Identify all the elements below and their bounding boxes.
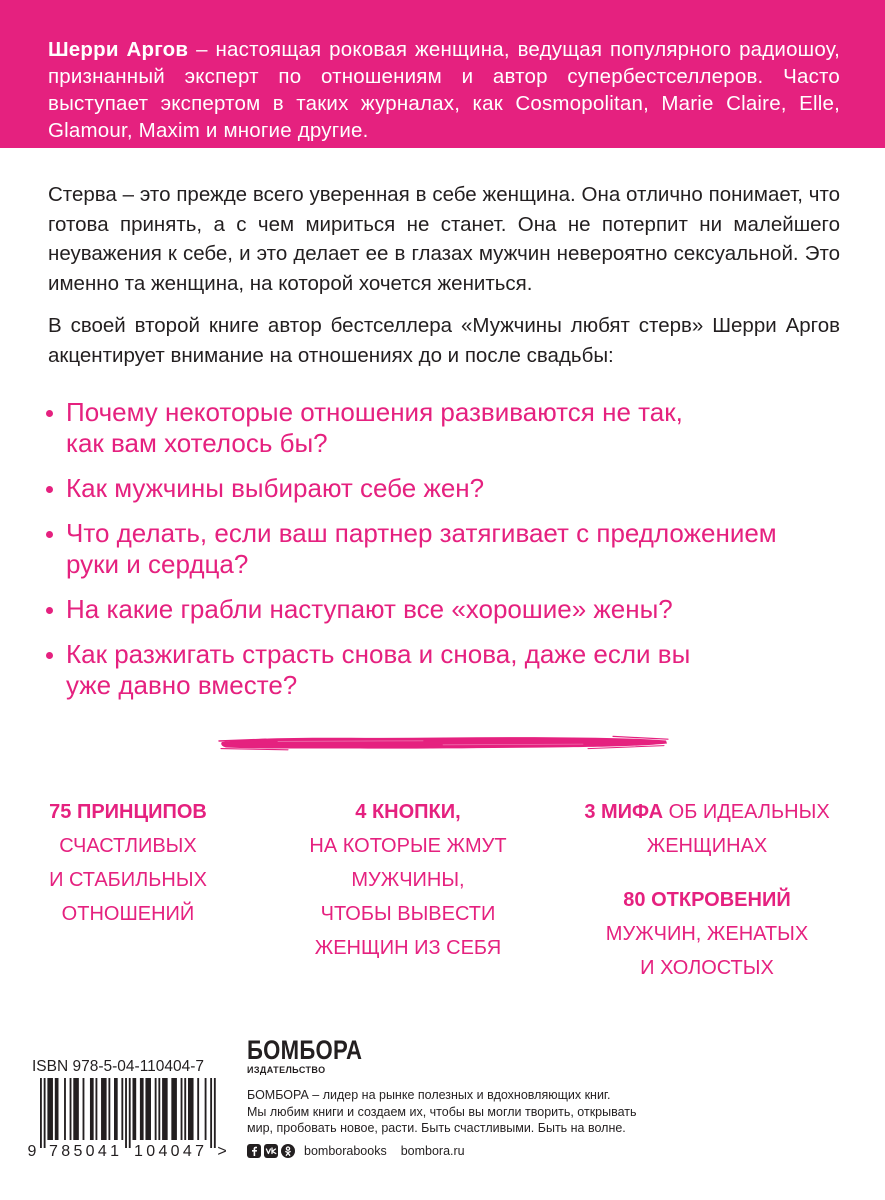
barcode-bar <box>133 1078 137 1140</box>
barcode-bar <box>101 1078 107 1140</box>
question-line: как вам хотелось бы? <box>66 428 328 458</box>
author-bio-band <box>0 0 885 148</box>
bullet-dot <box>46 607 53 614</box>
barcode-quiet-zone-mark: > <box>217 1143 227 1160</box>
ok-icon <box>281 1144 295 1158</box>
author-name: Шерри Аргов <box>48 38 189 61</box>
fact-line: ЖЕНЩИНАХ <box>646 835 768 857</box>
question-line: уже давно вместе? <box>66 670 298 700</box>
barcode-bar <box>140 1078 144 1140</box>
barcode-bar <box>40 1078 42 1148</box>
fact-line: И ХОЛОСТЫХ <box>640 957 774 979</box>
barcode-bar <box>155 1078 157 1140</box>
author-bio-text: – настоящая роковая женщина, ведущая популярного радиошоу, признанный эксперт по отношениям и автор супербестселлеров. Часто выступает экспертом в таких журналах, как Cosmopolitan, Marie Claire, Elle, Glamour, Maxim и многие другие. <box>48 38 840 142</box>
barcode-bar <box>205 1078 207 1140</box>
barcode-bar <box>145 1078 151 1140</box>
barcode-bar <box>73 1078 79 1140</box>
questions-list <box>48 397 840 701</box>
question-item <box>48 397 840 459</box>
publisher-description-line: мир, пробовать новое, расти. Быть счастливыми. Быть на волне. <box>247 1121 626 1135</box>
barcode-bar <box>55 1078 59 1140</box>
question-item <box>48 594 840 625</box>
ean-barcode <box>22 1078 236 1160</box>
bullet-dot <box>46 486 53 493</box>
book-annotation <box>48 180 840 715</box>
question-item <box>48 639 840 701</box>
bullet-dot <box>46 531 53 538</box>
fact-line: МУЖЧИНЫ, <box>351 869 465 891</box>
barcode-bar <box>162 1078 168 1140</box>
fact-highlight: 3 МИФА <box>584 801 664 823</box>
fact-line <box>567 795 847 829</box>
barcode-bar <box>125 1078 127 1148</box>
publisher-block <box>247 1036 667 1159</box>
author-bio <box>48 36 840 144</box>
fact-principles <box>0 795 256 931</box>
brush-stroke-main <box>221 737 667 749</box>
brush-stroke-divider <box>218 731 670 755</box>
fact-myths <box>567 795 847 863</box>
fact-line: ОТНОШЕНИЙ <box>61 903 195 925</box>
bullet-dot <box>46 410 53 417</box>
barcode-bar <box>129 1078 131 1148</box>
fact-buttons <box>278 795 538 965</box>
question-line: Как мужчины выбирают себе жен? <box>66 473 485 503</box>
intro-paragraph-1: Стерва – это прежде всего уверенная в себе женщина. Она отлично понимает, что готова принять, а с чем мириться не станет. Она не потерпит ни малейшего неуважения к себе, и это делает ее в глазах мужчин невероятно сексуальной. Это именно та женщина, на которой хочется жениться. <box>48 183 840 295</box>
publisher-logo-subtitle: ИЗДАТЕЛЬСТВО <box>247 1065 326 1075</box>
barcode-bar <box>64 1078 66 1140</box>
facebook-icon <box>247 1144 261 1158</box>
question-line: Что делать, если ваш партнер затягивает с предложением <box>66 518 777 548</box>
question-item <box>48 518 840 580</box>
barcode-bar <box>214 1078 216 1148</box>
fact-highlight: 4 КНОПКИ, <box>355 801 461 823</box>
barcode-bar <box>114 1078 118 1140</box>
isbn-label: ISBN 978-5-04-110404-7 <box>32 1058 205 1075</box>
barcode-bar <box>96 1078 98 1140</box>
bullet-dot <box>46 652 53 659</box>
publisher-description-line: Мы любим книги и создаем их, чтобы вы могли творить, открывать <box>247 1104 637 1119</box>
barcode-bar <box>210 1078 212 1148</box>
barcode-bar <box>47 1078 53 1140</box>
barcode-digit-first: 9 <box>27 1143 37 1160</box>
fact-line: НА КОТОРЫЕ ЖМУТ <box>309 835 507 857</box>
barcode-bar <box>44 1078 46 1148</box>
barcode-bar <box>188 1078 194 1140</box>
brush-stroke-texture <box>278 741 423 742</box>
fact-revelations <box>567 883 847 985</box>
publisher-website: bombora.ru <box>400 1143 465 1158</box>
question-line: На какие грабли наступают все «хорошие» жены? <box>66 594 673 624</box>
barcode-bar <box>90 1078 94 1140</box>
publisher-description-line: БОМБОРА – лидер на рынке полезных и вдохновляющих книг. <box>247 1088 611 1102</box>
fact-highlight-suffix: ОБ ИДЕАЛЬНЫХ <box>668 801 830 823</box>
vk-icon <box>264 1144 278 1158</box>
barcode-bar <box>83 1078 85 1140</box>
fact-highlight: 80 ОТКРОВЕНИЙ <box>623 889 791 911</box>
barcode-bar <box>171 1078 177 1140</box>
barcode-bar <box>158 1078 160 1140</box>
fact-line: ЧТОБЫ ВЫВЕСТИ <box>320 903 496 925</box>
barcode-digits-right: 104047 <box>134 1143 204 1160</box>
barcode-bar <box>184 1078 186 1140</box>
question-line: руки и сердца? <box>66 549 249 579</box>
barcode-bar <box>121 1078 123 1140</box>
fact-line: ЖЕНЩИН ИЗ СЕБЯ <box>314 937 502 959</box>
fact-highlight: 75 ПРИНЦИПОВ <box>49 801 207 823</box>
fact-line: И СТАБИЛЬНЫХ <box>49 869 207 891</box>
question-line: Почему некоторые отношения развиваются не так, <box>66 397 683 427</box>
barcode-digits-left: 785041 <box>49 1143 119 1160</box>
barcode-bars <box>40 1078 216 1148</box>
publisher-social-row <box>247 1143 667 1159</box>
barcode-bar <box>70 1078 72 1140</box>
barcode-bar <box>108 1078 110 1140</box>
fact-line: МУЖЧИН, ЖЕНАТЫХ <box>605 923 809 945</box>
fact-line: СЧАСТЛИВЫХ <box>59 835 197 857</box>
brush-stroke-streak <box>221 749 288 750</box>
question-item <box>48 473 840 504</box>
fact-myths-and-revelations <box>567 795 847 985</box>
publisher-description <box>247 1087 667 1137</box>
question-line: Как разжигать страсть снова и снова, даже если вы <box>66 639 691 669</box>
intro-paragraph-2: В своей второй книге автор бестселлера «Мужчины любят стерв» Шерри Аргов акцентирует внимание на отношениях до и после свадьбы: <box>48 314 840 367</box>
barcode-bar <box>197 1078 199 1140</box>
barcode-bar <box>181 1078 183 1140</box>
social-handle: bomborabooks <box>304 1143 387 1158</box>
publisher-logo: БОМБОРА <box>247 1035 363 1065</box>
